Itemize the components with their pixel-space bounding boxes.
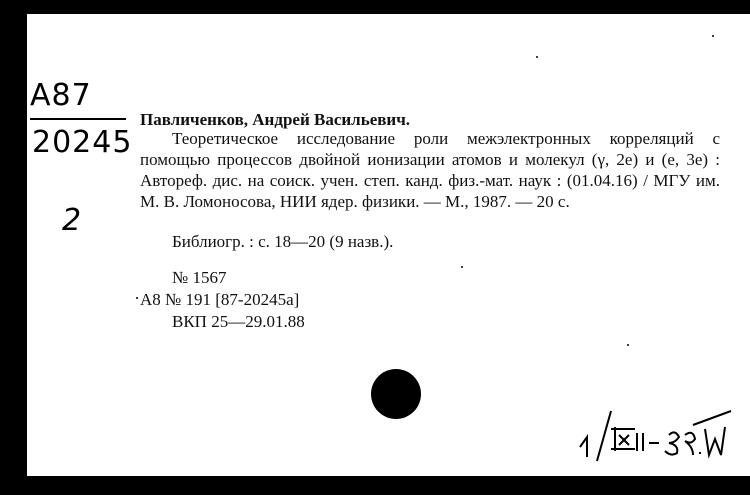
speck (536, 56, 538, 58)
speck (461, 266, 463, 268)
speck (627, 344, 629, 346)
handwritten-date-signature (575, 405, 735, 465)
speck (712, 35, 714, 37)
title-description: Теоретическое исследование роли межэлектронных корреляций с помощью процессов двойной ионизации атомов и молекул (γ, 2e) и (e, 3e) : Автореф. дис. на соиск. учен. степ. канд. физ.-мат. наук : (01.04.16) / МГУ им. М. В. Ломоносова, НИИ ядер. физики. — М., 1987. — 20 с. (140, 129, 720, 211)
bibliography-note: Библиогр. : с. 18—20 (9 назв.). (172, 232, 394, 251)
shelfmark-top: A87 (30, 78, 92, 113)
record-number: № 1567 (172, 268, 227, 287)
registration-number: А8 № 191 [87-20245а] (140, 290, 300, 309)
speck (136, 297, 138, 299)
shelfmark-bottom: 20245 (32, 125, 133, 160)
punch-hole (371, 369, 421, 419)
vkp-number: ВКП 25—29.01.88 (172, 312, 305, 331)
shelfmark-divider (30, 118, 126, 120)
author-heading: Павличенков, Андрей Васильевич. (140, 110, 411, 129)
copy-number: 2 (62, 203, 82, 238)
